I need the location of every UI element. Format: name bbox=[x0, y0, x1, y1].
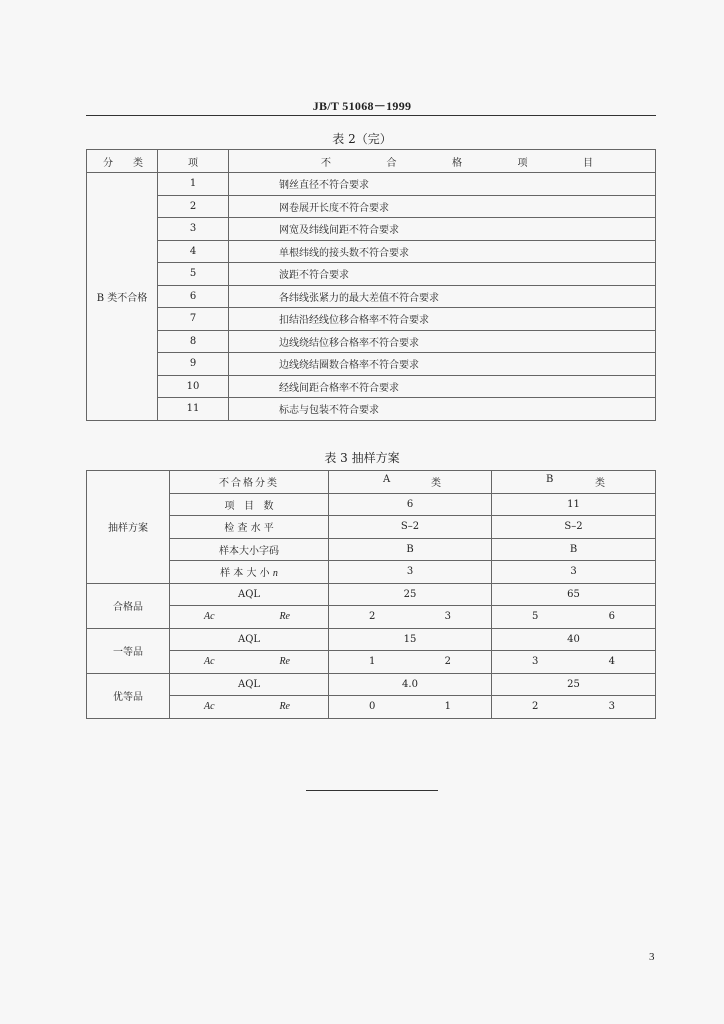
table2-caption: 表 2（完） bbox=[332, 132, 392, 146]
value-b: S–2 bbox=[492, 516, 656, 539]
re-value: 2 bbox=[444, 656, 451, 668]
table-row bbox=[87, 195, 656, 218]
table-row bbox=[87, 308, 656, 331]
item-desc: 标志与包装不符合要求 bbox=[229, 398, 656, 421]
item-desc: 波距不符合要求 bbox=[229, 263, 656, 286]
header-item: 项 bbox=[158, 150, 229, 173]
table-row bbox=[87, 493, 656, 516]
item-desc: 网宽及纬线间距不符合要求 bbox=[229, 218, 656, 241]
table2-header-row bbox=[87, 150, 656, 173]
table-row bbox=[87, 375, 656, 398]
re-value: 6 bbox=[608, 611, 615, 623]
table-row bbox=[87, 606, 656, 629]
ac-re-label bbox=[170, 606, 329, 629]
item-desc: 边线绕结圈数合格率不符合要求 bbox=[229, 353, 656, 376]
table-row bbox=[87, 673, 656, 696]
ac-value: 2 bbox=[369, 611, 376, 623]
item-desc: 各纬线张紧力的最大差值不符合要求 bbox=[229, 285, 656, 308]
sample-size-var: n bbox=[272, 568, 278, 580]
ac-value: 3 bbox=[532, 656, 539, 668]
aql-b: 65 bbox=[492, 583, 656, 606]
aql-b: 25 bbox=[492, 673, 656, 696]
header-defect-char: 不 bbox=[321, 157, 331, 169]
col-b-letter: B bbox=[546, 474, 554, 486]
category-b-cell: B 类不合格 bbox=[87, 173, 158, 421]
item-no: 8 bbox=[158, 330, 229, 353]
table-row bbox=[87, 285, 656, 308]
header-category-char: 类 bbox=[133, 157, 143, 169]
col-a-header bbox=[329, 471, 492, 494]
item-no: 2 bbox=[158, 195, 229, 218]
value-a: B bbox=[329, 538, 492, 561]
aql-a: 4.0 bbox=[329, 673, 492, 696]
grade-label: 合格品 bbox=[87, 583, 170, 628]
item-desc: 单根纬线的接头数不符合要求 bbox=[229, 240, 656, 263]
item-no: 5 bbox=[158, 263, 229, 286]
item-no: 11 bbox=[158, 398, 229, 421]
table3-caption: 表 3 抽样方案 bbox=[324, 451, 400, 465]
table-row bbox=[87, 353, 656, 376]
value-a: 6 bbox=[329, 493, 492, 516]
table-row bbox=[87, 173, 656, 196]
ac-label: Ac bbox=[204, 611, 215, 623]
re-label: Re bbox=[279, 701, 290, 713]
item-no: 7 bbox=[158, 308, 229, 331]
table-row bbox=[87, 263, 656, 286]
header-defect bbox=[229, 150, 656, 173]
aql-label: AQL bbox=[170, 628, 329, 651]
header-rule bbox=[86, 115, 656, 116]
ac-re-a bbox=[329, 651, 492, 674]
plan-row-label bbox=[170, 561, 329, 584]
item-desc: 钢丝直径不符合要求 bbox=[229, 173, 656, 196]
col-b-word: 类 bbox=[595, 478, 605, 490]
item-no: 10 bbox=[158, 375, 229, 398]
ac-label: Ac bbox=[204, 701, 215, 713]
value-a: 3 bbox=[329, 561, 492, 584]
ac-re-b bbox=[492, 651, 656, 674]
page-number: 3 bbox=[649, 951, 655, 963]
col-a-word: 类 bbox=[431, 478, 441, 490]
value-b: 3 bbox=[492, 561, 656, 584]
table-row bbox=[87, 516, 656, 539]
aql-b: 40 bbox=[492, 628, 656, 651]
col-a-letter: A bbox=[383, 474, 391, 486]
re-value: 4 bbox=[608, 656, 615, 668]
item-no: 3 bbox=[158, 218, 229, 241]
value-b: 11 bbox=[492, 493, 656, 516]
item-no: 4 bbox=[158, 240, 229, 263]
header-category bbox=[87, 150, 158, 173]
aql-label: AQL bbox=[170, 583, 329, 606]
aql-a: 15 bbox=[329, 628, 492, 651]
aql-a: 25 bbox=[329, 583, 492, 606]
grade-label: 优等品 bbox=[87, 673, 170, 718]
table-row bbox=[87, 538, 656, 561]
table-row bbox=[87, 628, 656, 651]
table-row bbox=[87, 240, 656, 263]
plan-row-label: 样本大小字码 bbox=[170, 538, 329, 561]
table-row bbox=[87, 583, 656, 606]
item-no: 9 bbox=[158, 353, 229, 376]
table-row bbox=[87, 561, 656, 584]
plan-label: 抽样方案 bbox=[87, 471, 170, 584]
grade-label: 一等品 bbox=[87, 628, 170, 673]
header-defect-char: 格 bbox=[452, 157, 462, 169]
end-rule bbox=[306, 790, 438, 791]
ac-re-b bbox=[492, 696, 656, 719]
table-row bbox=[87, 696, 656, 719]
col-b-header bbox=[492, 471, 656, 494]
ac-value: 1 bbox=[369, 656, 376, 668]
item-no: 1 bbox=[158, 173, 229, 196]
plan-row-label: 检 查 水 平 bbox=[170, 516, 329, 539]
value-a: S–2 bbox=[329, 516, 492, 539]
item-desc: 经线间距合格率不符合要求 bbox=[229, 375, 656, 398]
ac-re-label bbox=[170, 651, 329, 674]
re-label: Re bbox=[279, 611, 290, 623]
plan-row-label: 不合格分类 bbox=[170, 471, 329, 494]
value-b: B bbox=[492, 538, 656, 561]
ac-value: 2 bbox=[532, 701, 539, 713]
item-desc: 扣结沿经线位移合格率不符合要求 bbox=[229, 308, 656, 331]
ac-re-a bbox=[329, 696, 492, 719]
item-desc: 边线绕结位移合格率不符合要求 bbox=[229, 330, 656, 353]
ac-re-b bbox=[492, 606, 656, 629]
standard-number: JB/T 51068－1999 bbox=[312, 99, 412, 113]
table-row bbox=[87, 398, 656, 421]
sample-size-label: 样 本 大 小 bbox=[220, 568, 270, 580]
ac-label: Ac bbox=[204, 656, 215, 668]
re-value: 1 bbox=[444, 701, 451, 713]
re-value: 3 bbox=[444, 611, 451, 623]
header-defect-char: 项 bbox=[517, 157, 528, 169]
table2-defect-items bbox=[86, 149, 656, 421]
table3-sampling-plan bbox=[86, 470, 656, 719]
ac-re-a bbox=[329, 606, 492, 629]
item-no: 6 bbox=[158, 285, 229, 308]
header-defect-char: 合 bbox=[386, 157, 397, 169]
table-row bbox=[87, 651, 656, 674]
ac-value: 5 bbox=[532, 611, 539, 623]
item-desc: 网卷展开长度不符合要求 bbox=[229, 195, 656, 218]
aql-label: AQL bbox=[170, 673, 329, 696]
re-value: 3 bbox=[608, 701, 615, 713]
table-row bbox=[87, 330, 656, 353]
header-defect-char: 目 bbox=[583, 157, 593, 169]
ac-re-label bbox=[170, 696, 329, 719]
plan-row-label: 项 目 数 bbox=[170, 493, 329, 516]
table-row bbox=[87, 218, 656, 241]
re-label: Re bbox=[279, 656, 290, 668]
ac-value: 0 bbox=[369, 701, 376, 713]
header-category-char: 分 bbox=[103, 157, 113, 169]
table-row bbox=[87, 471, 656, 494]
